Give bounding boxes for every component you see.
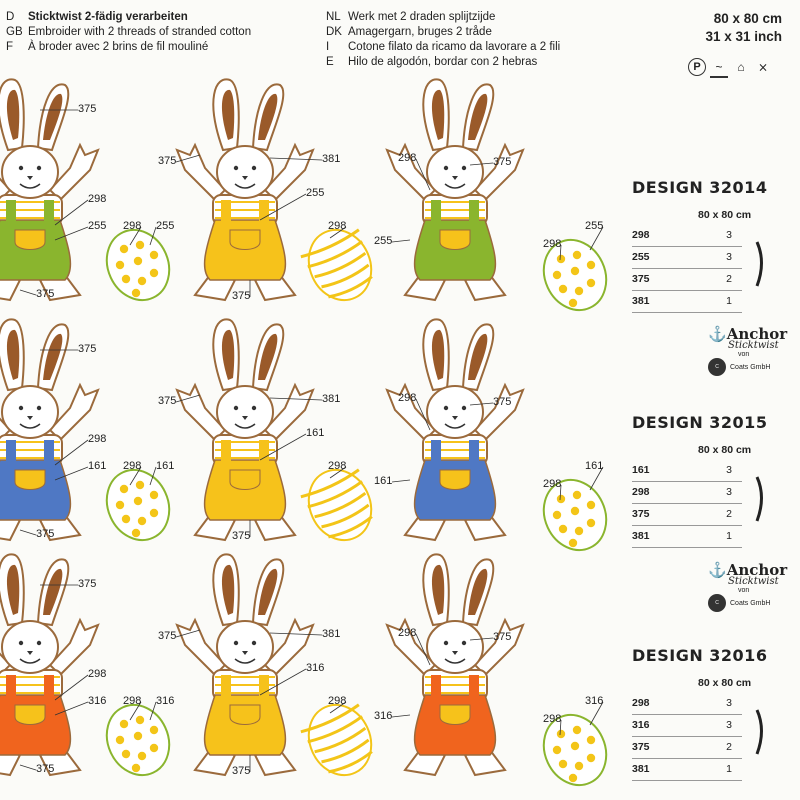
anchor-icon: ⚓	[708, 561, 727, 579]
design-size: 80 x 80 cm	[698, 444, 752, 456]
label-main-right-1: 161	[374, 475, 393, 487]
label-main-right-2: 316	[374, 710, 393, 722]
thread-row: 375 2	[632, 737, 742, 759]
egg-middle-2	[298, 695, 383, 786]
label-298-egg-0: 298	[123, 220, 142, 232]
thread-row: 381 1	[632, 526, 742, 548]
design-size: 80 x 80 cm	[698, 209, 752, 221]
label-main-left-1: 161	[88, 460, 107, 472]
thread-row: 161 3	[632, 460, 742, 482]
label-298-egg-right-0: 298	[543, 238, 562, 250]
label-298-left-2: 298	[88, 668, 107, 680]
label-298-egg-right-2: 298	[543, 713, 562, 725]
size-block	[705, 10, 782, 46]
label-298-mid-1: 298	[328, 460, 347, 472]
label-375-foot-1: 375	[36, 528, 55, 540]
egg-middle-1	[298, 460, 383, 551]
label-375-ear-1: 375	[78, 343, 97, 355]
label-375-foot-2-leader	[20, 765, 36, 770]
label-381-0: 381	[322, 153, 341, 165]
label-main-egg-2: 316	[156, 695, 175, 707]
label-375-foot-0-leader	[20, 290, 36, 295]
bunny-right-2	[387, 554, 523, 775]
label-main-right-0: 255	[374, 235, 393, 247]
label-375-mid-foot-1: 375	[232, 530, 251, 542]
label-375-right-0: 375	[493, 156, 512, 168]
label-375-right-1: 375	[493, 396, 512, 408]
instructions-right: NL Werk met 2 draden splijtzijde DK Amagergarn, bruges 2 tråde I Cotone filato da ricamo da lavorare a 2 fili E Hilo de algodón, bordar con 2 hebras	[326, 11, 561, 68]
label-375-mid-foot-0: 375	[232, 290, 251, 302]
label-main-left-2: 316	[88, 695, 107, 707]
bunny-middle-1	[177, 319, 313, 540]
thread-table	[632, 460, 742, 548]
label-375-foot-1-leader	[20, 530, 36, 535]
bunny-middle-2	[177, 554, 313, 775]
label-298-left-0: 298	[88, 193, 107, 205]
label-375-ear-2: 375	[78, 578, 97, 590]
thread-table	[632, 693, 742, 781]
label-main-egg-0: 255	[156, 220, 175, 232]
no-bleach-icon: ⨯	[757, 60, 769, 74]
label-298-egg-right-1: 298	[543, 478, 562, 490]
thread-row: 316 3	[632, 715, 742, 737]
needle-icon	[754, 475, 766, 525]
label-298-egg-2: 298	[123, 695, 142, 707]
label-main-egg-right-1: 161	[585, 460, 604, 472]
size-inch: 31 x 31 inch	[705, 29, 782, 44]
thread-table	[632, 225, 742, 313]
label-main-left-0: 255	[88, 220, 107, 232]
bunny-middle-0	[177, 79, 313, 300]
label-375-right-2: 375	[493, 631, 512, 643]
label-381-1: 381	[322, 393, 341, 405]
label-298-egg-1: 298	[123, 460, 142, 472]
bunny-right-1	[387, 319, 523, 540]
label-main-mid-0: 255	[306, 187, 325, 199]
label-375-ear-0: 375	[78, 103, 97, 115]
label-375-arm-1: 375	[158, 395, 177, 407]
needle-icon	[754, 240, 766, 290]
design-size: 80 x 80 cm	[698, 677, 752, 689]
thread-row: 375 2	[632, 504, 742, 526]
coats-logo-icon: C	[708, 594, 726, 612]
label-main-mid-2: 316	[306, 662, 325, 674]
label-375-foot-0: 375	[36, 288, 55, 300]
label-381-2: 381	[322, 628, 341, 640]
dry-clean-P-icon: P	[688, 58, 706, 76]
size-cm: 80 x 80 cm	[713, 11, 782, 26]
label-375-arm-0: 375	[158, 155, 177, 167]
label-main-right-2-leader	[392, 715, 410, 717]
thread-row: 255 3	[632, 247, 742, 269]
label-298-mid-2: 298	[328, 695, 347, 707]
label-298-right-2: 298	[398, 627, 417, 639]
label-375-arm-2: 375	[158, 630, 177, 642]
thread-row: 298 3	[632, 225, 742, 247]
label-main-right-0-leader	[392, 240, 410, 242]
label-main-egg-right-0: 255	[585, 220, 604, 232]
design-title: DESIGN 32015	[632, 413, 768, 432]
design-panel-2	[632, 646, 792, 781]
coats-logo-icon: C	[708, 358, 726, 376]
anchor-logo-0: ⚓Anchor Sticktwist von C Coats GmbH	[708, 325, 787, 376]
label-375-mid-foot-2: 375	[232, 765, 251, 777]
label-298-mid-0: 298	[328, 220, 347, 232]
thread-row: 381 1	[632, 291, 742, 313]
wash-icon: ~	[710, 58, 728, 78]
needle-icon	[754, 708, 766, 758]
design-panel-0	[632, 178, 792, 313]
care-icons	[688, 58, 772, 78]
design-title: DESIGN 32014	[632, 178, 768, 197]
design-panel-1	[632, 413, 792, 548]
instructions-left: D Sticktwist 2-fädig verarbeiten GB Embroider with 2 threads of stranded cotton F À broder avec 2 brins de fil mouliné	[6, 11, 252, 53]
label-main-egg-right-2: 316	[585, 695, 604, 707]
label-298-right-0: 298	[398, 152, 417, 164]
anchor-logo-1: ⚓Anchor Sticktwist von C Coats GmbH	[708, 561, 787, 612]
egg-middle-0	[298, 220, 383, 311]
egg-left-0	[96, 220, 181, 311]
label-main-mid-1: 161	[306, 427, 325, 439]
anchor-icon: ⚓	[708, 325, 727, 343]
label-375-foot-2: 375	[36, 763, 55, 775]
bunny-right-0	[387, 79, 523, 300]
iron-icon: ⌂	[737, 60, 745, 74]
label-main-right-1-leader	[392, 480, 410, 482]
thread-row: 381 1	[632, 759, 742, 781]
label-298-right-1: 298	[398, 392, 417, 404]
design-title: DESIGN 32016	[632, 646, 768, 665]
label-298-left-1: 298	[88, 433, 107, 445]
egg-left-1	[96, 460, 181, 551]
label-main-egg-1: 161	[156, 460, 175, 472]
egg-left-2	[96, 695, 181, 786]
thread-row: 298 3	[632, 482, 742, 504]
thread-row: 298 3	[632, 693, 742, 715]
thread-row: 375 2	[632, 269, 742, 291]
